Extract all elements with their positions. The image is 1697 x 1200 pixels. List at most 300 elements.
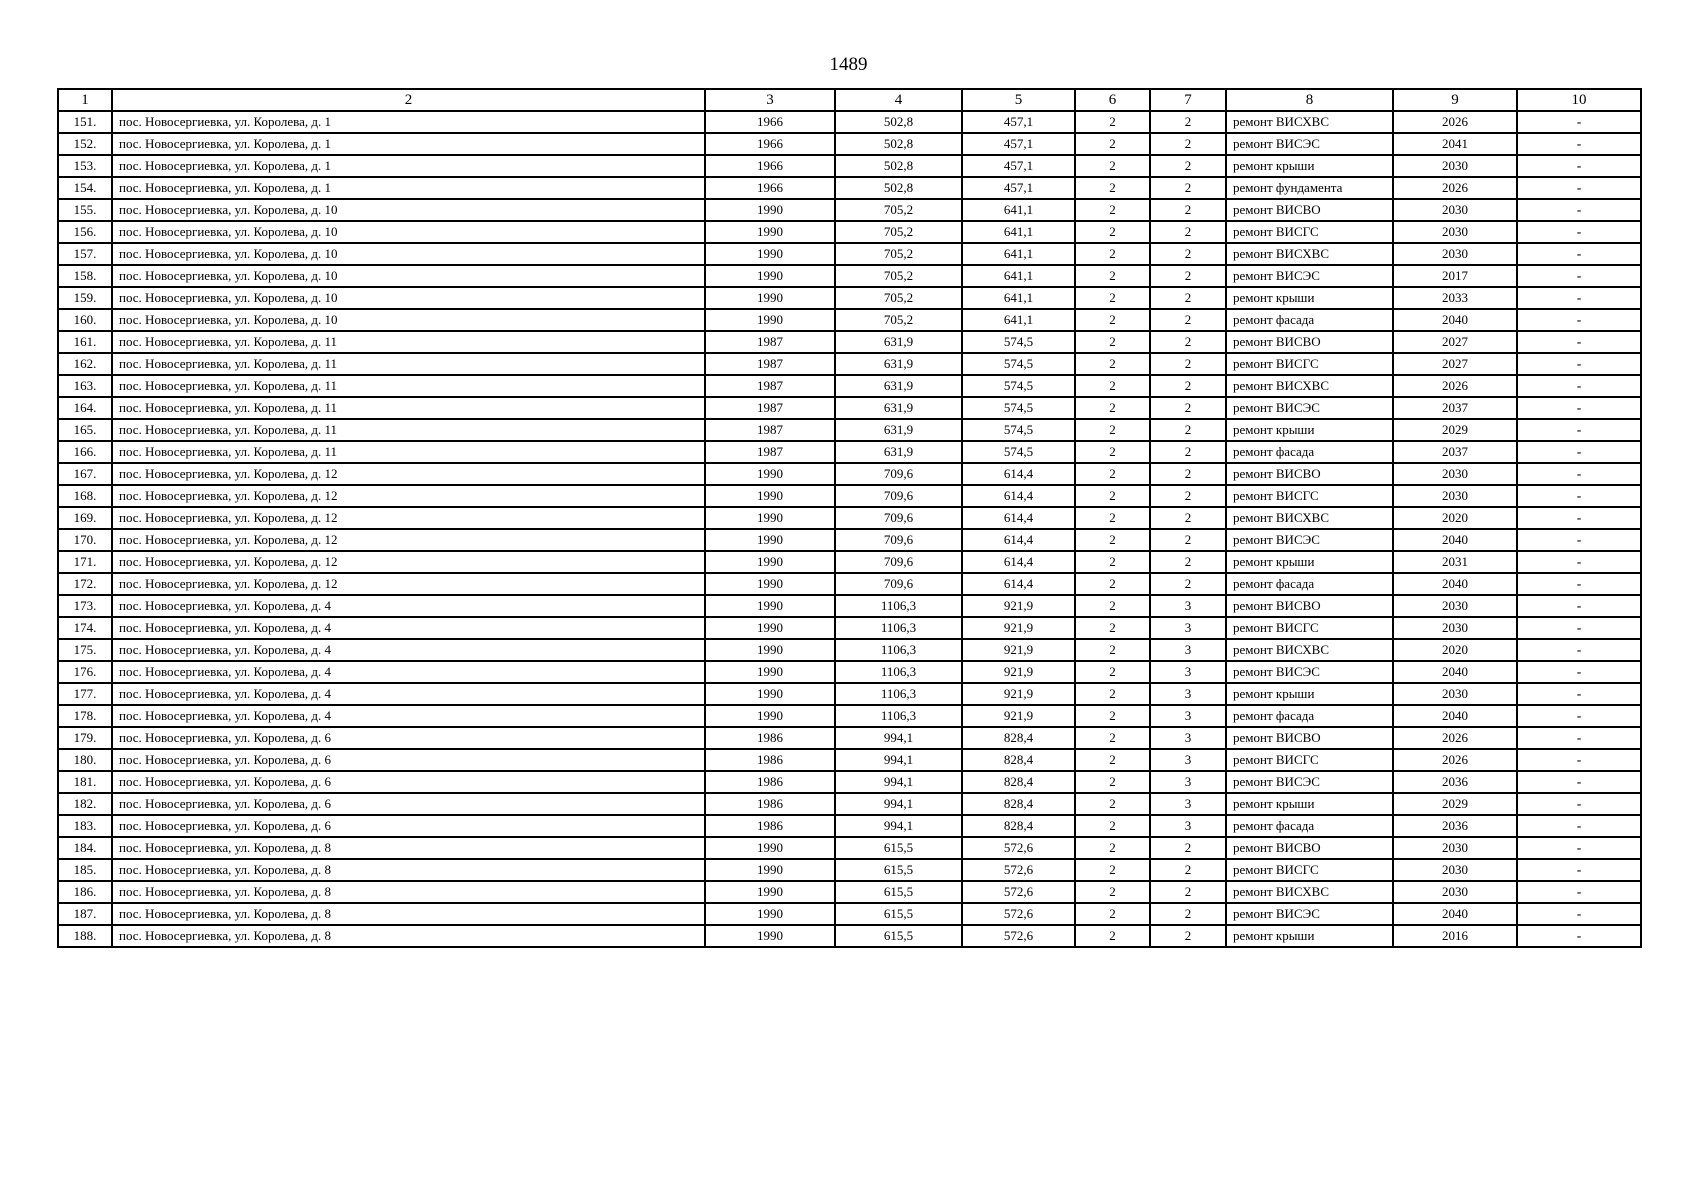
table-row	[58, 771, 1641, 793]
cell-planned-year: 2030	[1393, 155, 1517, 177]
cell-work-type: ремонт крыши	[1226, 551, 1393, 573]
table-row	[58, 529, 1641, 551]
cell-entrances: 2	[1075, 925, 1150, 947]
cell-entrances: 2	[1075, 441, 1150, 463]
cell-total-area: 709,6	[835, 573, 962, 595]
cell-address: пос. Новосергиевка, ул. Королева, д. 11	[112, 375, 705, 397]
cell-build-year: 1990	[705, 485, 835, 507]
cell-work-type: ремонт ВИСГС	[1226, 485, 1393, 507]
cell-work-type: ремонт ВИСГС	[1226, 221, 1393, 243]
table-row	[58, 881, 1641, 903]
cell-floors: 2	[1150, 221, 1226, 243]
cell-work-type: ремонт ВИСЭС	[1226, 661, 1393, 683]
cell-floors: 2	[1150, 375, 1226, 397]
cell-build-year: 1990	[705, 221, 835, 243]
table-header	[58, 89, 1641, 111]
cell-entrances: 2	[1075, 243, 1150, 265]
cell-build-year: 1986	[705, 771, 835, 793]
cell-address: пос. Новосергиевка, ул. Королева, д. 6	[112, 793, 705, 815]
cell-row-number: 153.	[58, 155, 112, 177]
cell-floors: 2	[1150, 925, 1226, 947]
cell-note: -	[1517, 925, 1641, 947]
cell-floors: 2	[1150, 287, 1226, 309]
cell-note: -	[1517, 903, 1641, 925]
cell-living-area: 828,4	[962, 815, 1075, 837]
column-header-2: 2	[112, 89, 705, 111]
cell-total-area: 709,6	[835, 529, 962, 551]
cell-row-number: 188.	[58, 925, 112, 947]
table-row	[58, 485, 1641, 507]
cell-row-number: 159.	[58, 287, 112, 309]
cell-note: -	[1517, 815, 1641, 837]
cell-entrances: 2	[1075, 859, 1150, 881]
cell-row-number: 161.	[58, 331, 112, 353]
table-row	[58, 375, 1641, 397]
cell-planned-year: 2033	[1393, 287, 1517, 309]
cell-floors: 2	[1150, 551, 1226, 573]
cell-note: -	[1517, 859, 1641, 881]
cell-work-type: ремонт ВИСХВС	[1226, 639, 1393, 661]
cell-row-number: 180.	[58, 749, 112, 771]
cell-entrances: 2	[1075, 683, 1150, 705]
table-row	[58, 815, 1641, 837]
cell-note: -	[1517, 133, 1641, 155]
cell-row-number: 172.	[58, 573, 112, 595]
cell-entrances: 2	[1075, 529, 1150, 551]
table-row	[58, 793, 1641, 815]
cell-note: -	[1517, 595, 1641, 617]
cell-living-area: 572,6	[962, 903, 1075, 925]
cell-total-area: 994,1	[835, 771, 962, 793]
cell-build-year: 1987	[705, 397, 835, 419]
cell-note: -	[1517, 617, 1641, 639]
column-header-6: 6	[1075, 89, 1150, 111]
cell-note: -	[1517, 793, 1641, 815]
cell-note: -	[1517, 529, 1641, 551]
table-row	[58, 683, 1641, 705]
cell-entrances: 2	[1075, 639, 1150, 661]
cell-build-year: 1990	[705, 595, 835, 617]
cell-total-area: 705,2	[835, 221, 962, 243]
cell-living-area: 574,5	[962, 353, 1075, 375]
cell-build-year: 1986	[705, 727, 835, 749]
column-header-3: 3	[705, 89, 835, 111]
cell-entrances: 2	[1075, 353, 1150, 375]
cell-entrances: 2	[1075, 595, 1150, 617]
cell-row-number: 152.	[58, 133, 112, 155]
cell-note: -	[1517, 177, 1641, 199]
cell-work-type: ремонт крыши	[1226, 793, 1393, 815]
column-header-10: 10	[1517, 89, 1641, 111]
cell-address: пос. Новосергиевка, ул. Королева, д. 12	[112, 485, 705, 507]
cell-address: пос. Новосергиевка, ул. Королева, д. 11	[112, 397, 705, 419]
cell-entrances: 2	[1075, 265, 1150, 287]
cell-row-number: 173.	[58, 595, 112, 617]
cell-address: пос. Новосергиевка, ул. Королева, д. 10	[112, 287, 705, 309]
cell-row-number: 154.	[58, 177, 112, 199]
cell-address: пос. Новосергиевка, ул. Королева, д. 4	[112, 639, 705, 661]
cell-total-area: 615,5	[835, 881, 962, 903]
table-row	[58, 903, 1641, 925]
table-row	[58, 133, 1641, 155]
cell-floors: 3	[1150, 727, 1226, 749]
cell-address: пос. Новосергиевка, ул. Королева, д. 6	[112, 771, 705, 793]
table-row	[58, 639, 1641, 661]
cell-work-type: ремонт фасада	[1226, 573, 1393, 595]
cell-work-type: ремонт фасада	[1226, 705, 1393, 727]
cell-planned-year: 2040	[1393, 529, 1517, 551]
cell-planned-year: 2020	[1393, 507, 1517, 529]
cell-build-year: 1966	[705, 177, 835, 199]
cell-address: пос. Новосергиевка, ул. Королева, д. 8	[112, 881, 705, 903]
cell-build-year: 1990	[705, 881, 835, 903]
table-row	[58, 573, 1641, 595]
cell-note: -	[1517, 111, 1641, 133]
column-header-4: 4	[835, 89, 962, 111]
cell-work-type: ремонт ВИСЭС	[1226, 529, 1393, 551]
cell-planned-year: 2026	[1393, 727, 1517, 749]
cell-work-type: ремонт ВИСЭС	[1226, 265, 1393, 287]
cell-work-type: ремонт ВИСВО	[1226, 727, 1393, 749]
cell-note: -	[1517, 397, 1641, 419]
cell-work-type: ремонт ВИСВО	[1226, 837, 1393, 859]
cell-work-type: ремонт ВИСВО	[1226, 463, 1393, 485]
cell-total-area: 615,5	[835, 903, 962, 925]
cell-note: -	[1517, 287, 1641, 309]
page-number: 1489	[829, 54, 868, 75]
cell-living-area: 614,4	[962, 529, 1075, 551]
cell-work-type: ремонт ВИСХВС	[1226, 111, 1393, 133]
cell-entrances: 2	[1075, 903, 1150, 925]
cell-floors: 3	[1150, 639, 1226, 661]
cell-entrances: 2	[1075, 287, 1150, 309]
cell-build-year: 1987	[705, 419, 835, 441]
cell-row-number: 175.	[58, 639, 112, 661]
cell-work-type: ремонт ВИСГС	[1226, 859, 1393, 881]
cell-floors: 2	[1150, 309, 1226, 331]
table-body	[58, 111, 1641, 947]
cell-total-area: 631,9	[835, 441, 962, 463]
cell-note: -	[1517, 749, 1641, 771]
cell-floors: 3	[1150, 617, 1226, 639]
cell-note: -	[1517, 551, 1641, 573]
cell-floors: 2	[1150, 859, 1226, 881]
cell-floors: 2	[1150, 177, 1226, 199]
cell-planned-year: 2030	[1393, 595, 1517, 617]
cell-note: -	[1517, 265, 1641, 287]
cell-entrances: 2	[1075, 507, 1150, 529]
cell-entrances: 2	[1075, 331, 1150, 353]
cell-build-year: 1990	[705, 705, 835, 727]
cell-build-year: 1990	[705, 661, 835, 683]
cell-total-area: 631,9	[835, 397, 962, 419]
cell-note: -	[1517, 155, 1641, 177]
cell-entrances: 2	[1075, 309, 1150, 331]
cell-row-number: 163.	[58, 375, 112, 397]
cell-build-year: 1990	[705, 309, 835, 331]
cell-total-area: 994,1	[835, 793, 962, 815]
cell-address: пос. Новосергиевка, ул. Королева, д. 10	[112, 221, 705, 243]
cell-address: пос. Новосергиевка, ул. Королева, д. 1	[112, 155, 705, 177]
cell-entrances: 2	[1075, 375, 1150, 397]
cell-planned-year: 2030	[1393, 837, 1517, 859]
cell-planned-year: 2027	[1393, 353, 1517, 375]
cell-floors: 2	[1150, 573, 1226, 595]
table-row	[58, 441, 1641, 463]
cell-work-type: ремонт ВИСЭС	[1226, 771, 1393, 793]
table-row	[58, 287, 1641, 309]
cell-build-year: 1990	[705, 837, 835, 859]
cell-row-number: 183.	[58, 815, 112, 837]
cell-address: пос. Новосергиевка, ул. Королева, д. 11	[112, 331, 705, 353]
cell-floors: 2	[1150, 463, 1226, 485]
cell-floors: 2	[1150, 133, 1226, 155]
cell-floors: 3	[1150, 661, 1226, 683]
cell-address: пос. Новосергиевка, ул. Королева, д. 11	[112, 353, 705, 375]
cell-entrances: 2	[1075, 199, 1150, 221]
cell-planned-year: 2030	[1393, 617, 1517, 639]
cell-total-area: 502,8	[835, 133, 962, 155]
table-row	[58, 507, 1641, 529]
cell-work-type: ремонт ВИСХВС	[1226, 507, 1393, 529]
column-header-9: 9	[1393, 89, 1517, 111]
cell-total-area: 631,9	[835, 375, 962, 397]
cell-living-area: 574,5	[962, 375, 1075, 397]
cell-living-area: 921,9	[962, 705, 1075, 727]
cell-floors: 2	[1150, 485, 1226, 507]
cell-address: пос. Новосергиевка, ул. Королева, д. 8	[112, 837, 705, 859]
cell-address: пос. Новосергиевка, ул. Королева, д. 4	[112, 595, 705, 617]
cell-row-number: 168.	[58, 485, 112, 507]
table-row	[58, 925, 1641, 947]
cell-address: пос. Новосергиевка, ул. Королева, д. 4	[112, 683, 705, 705]
cell-floors: 2	[1150, 441, 1226, 463]
cell-total-area: 502,8	[835, 111, 962, 133]
cell-address: пос. Новосергиевка, ул. Королева, д. 11	[112, 419, 705, 441]
cell-work-type: ремонт ВИСЭС	[1226, 397, 1393, 419]
cell-living-area: 574,5	[962, 419, 1075, 441]
column-header-1: 1	[58, 89, 112, 111]
cell-build-year: 1990	[705, 859, 835, 881]
table-row	[58, 155, 1641, 177]
cell-living-area: 614,4	[962, 463, 1075, 485]
cell-address: пос. Новосергиевка, ул. Королева, д. 4	[112, 705, 705, 727]
cell-entrances: 2	[1075, 111, 1150, 133]
cell-row-number: 169.	[58, 507, 112, 529]
cell-address: пос. Новосергиевка, ул. Королева, д. 10	[112, 265, 705, 287]
cell-row-number: 186.	[58, 881, 112, 903]
cell-build-year: 1990	[705, 683, 835, 705]
cell-build-year: 1990	[705, 529, 835, 551]
cell-entrances: 2	[1075, 397, 1150, 419]
cell-planned-year: 2031	[1393, 551, 1517, 573]
cell-address: пос. Новосергиевка, ул. Королева, д. 11	[112, 441, 705, 463]
cell-planned-year: 2026	[1393, 111, 1517, 133]
cell-planned-year: 2030	[1393, 463, 1517, 485]
cell-planned-year: 2029	[1393, 419, 1517, 441]
cell-row-number: 156.	[58, 221, 112, 243]
cell-total-area: 994,1	[835, 815, 962, 837]
cell-planned-year: 2040	[1393, 309, 1517, 331]
cell-entrances: 2	[1075, 727, 1150, 749]
column-header-8: 8	[1226, 89, 1393, 111]
cell-floors: 2	[1150, 111, 1226, 133]
cell-note: -	[1517, 441, 1641, 463]
cell-planned-year: 2020	[1393, 639, 1517, 661]
cell-planned-year: 2027	[1393, 331, 1517, 353]
cell-entrances: 2	[1075, 705, 1150, 727]
cell-entrances: 2	[1075, 177, 1150, 199]
cell-total-area: 502,8	[835, 155, 962, 177]
cell-living-area: 614,4	[962, 551, 1075, 573]
table-row	[58, 243, 1641, 265]
table-row	[58, 749, 1641, 771]
cell-total-area: 705,2	[835, 265, 962, 287]
cell-build-year: 1987	[705, 375, 835, 397]
cell-total-area: 1106,3	[835, 617, 962, 639]
cell-row-number: 178.	[58, 705, 112, 727]
cell-entrances: 2	[1075, 815, 1150, 837]
cell-planned-year: 2026	[1393, 749, 1517, 771]
cell-floors: 2	[1150, 155, 1226, 177]
cell-living-area: 641,1	[962, 309, 1075, 331]
cell-planned-year: 2040	[1393, 705, 1517, 727]
cell-floors: 3	[1150, 749, 1226, 771]
cell-address: пос. Новосергиевка, ул. Королева, д. 6	[112, 727, 705, 749]
cell-work-type: ремонт фасада	[1226, 815, 1393, 837]
cell-total-area: 615,5	[835, 859, 962, 881]
cell-build-year: 1986	[705, 793, 835, 815]
cell-floors: 3	[1150, 705, 1226, 727]
cell-living-area: 614,4	[962, 507, 1075, 529]
cell-row-number: 171.	[58, 551, 112, 573]
cell-total-area: 709,6	[835, 485, 962, 507]
cell-floors: 3	[1150, 793, 1226, 815]
cell-row-number: 157.	[58, 243, 112, 265]
cell-work-type: ремонт крыши	[1226, 287, 1393, 309]
cell-build-year: 1990	[705, 507, 835, 529]
table-row	[58, 199, 1641, 221]
cell-work-type: ремонт крыши	[1226, 155, 1393, 177]
table-row	[58, 837, 1641, 859]
cell-build-year: 1986	[705, 815, 835, 837]
cell-floors: 2	[1150, 903, 1226, 925]
cell-total-area: 705,2	[835, 287, 962, 309]
cell-address: пос. Новосергиевка, ул. Королева, д. 12	[112, 463, 705, 485]
cell-planned-year: 2030	[1393, 859, 1517, 881]
table-row	[58, 551, 1641, 573]
cell-entrances: 2	[1075, 155, 1150, 177]
table-row	[58, 705, 1641, 727]
cell-total-area: 615,5	[835, 925, 962, 947]
cell-row-number: 151.	[58, 111, 112, 133]
cell-total-area: 1106,3	[835, 683, 962, 705]
cell-row-number: 174.	[58, 617, 112, 639]
cell-build-year: 1990	[705, 287, 835, 309]
cell-living-area: 457,1	[962, 155, 1075, 177]
cell-work-type: ремонт ВИСГС	[1226, 353, 1393, 375]
cell-entrances: 2	[1075, 221, 1150, 243]
cell-work-type: ремонт ВИСХВС	[1226, 881, 1393, 903]
cell-living-area: 574,5	[962, 441, 1075, 463]
cell-planned-year: 2030	[1393, 221, 1517, 243]
cell-address: пос. Новосергиевка, ул. Королева, д. 6	[112, 749, 705, 771]
cell-note: -	[1517, 661, 1641, 683]
header-row	[58, 89, 1641, 111]
cell-living-area: 572,6	[962, 881, 1075, 903]
table-row	[58, 221, 1641, 243]
cell-note: -	[1517, 727, 1641, 749]
cell-address: пос. Новосергиевка, ул. Королева, д. 12	[112, 573, 705, 595]
table-row	[58, 859, 1641, 881]
cell-living-area: 457,1	[962, 133, 1075, 155]
cell-living-area: 572,6	[962, 837, 1075, 859]
cell-planned-year: 2037	[1393, 441, 1517, 463]
cell-note: -	[1517, 331, 1641, 353]
cell-build-year: 1966	[705, 155, 835, 177]
table-row	[58, 353, 1641, 375]
cell-note: -	[1517, 353, 1641, 375]
cell-planned-year: 2036	[1393, 815, 1517, 837]
cell-floors: 2	[1150, 419, 1226, 441]
cell-address: пос. Новосергиевка, ул. Королева, д. 1	[112, 133, 705, 155]
table-row	[58, 419, 1641, 441]
table-row	[58, 595, 1641, 617]
cell-total-area: 1106,3	[835, 639, 962, 661]
cell-living-area: 828,4	[962, 749, 1075, 771]
table-row	[58, 397, 1641, 419]
cell-planned-year: 2030	[1393, 243, 1517, 265]
cell-row-number: 184.	[58, 837, 112, 859]
cell-work-type: ремонт ВИСГС	[1226, 617, 1393, 639]
cell-work-type: ремонт крыши	[1226, 419, 1393, 441]
cell-address: пос. Новосергиевка, ул. Королева, д. 10	[112, 243, 705, 265]
cell-total-area: 709,6	[835, 463, 962, 485]
cell-planned-year: 2030	[1393, 683, 1517, 705]
cell-row-number: 176.	[58, 661, 112, 683]
cell-build-year: 1990	[705, 903, 835, 925]
cell-living-area: 828,4	[962, 771, 1075, 793]
cell-note: -	[1517, 309, 1641, 331]
cell-address: пос. Новосергиевка, ул. Королева, д. 8	[112, 859, 705, 881]
column-header-7: 7	[1150, 89, 1226, 111]
cell-entrances: 2	[1075, 771, 1150, 793]
cell-living-area: 574,5	[962, 331, 1075, 353]
cell-floors: 2	[1150, 199, 1226, 221]
cell-total-area: 1106,3	[835, 705, 962, 727]
cell-row-number: 162.	[58, 353, 112, 375]
cell-living-area: 921,9	[962, 639, 1075, 661]
cell-build-year: 1990	[705, 639, 835, 661]
cell-note: -	[1517, 221, 1641, 243]
table-row	[58, 463, 1641, 485]
cell-planned-year: 2041	[1393, 133, 1517, 155]
cell-work-type: ремонт ВИСВО	[1226, 331, 1393, 353]
cell-row-number: 166.	[58, 441, 112, 463]
cell-living-area: 921,9	[962, 661, 1075, 683]
cell-floors: 2	[1150, 881, 1226, 903]
cell-living-area: 921,9	[962, 683, 1075, 705]
cell-build-year: 1990	[705, 925, 835, 947]
cell-row-number: 177.	[58, 683, 112, 705]
cell-planned-year: 2030	[1393, 881, 1517, 903]
cell-address: пос. Новосергиевка, ул. Королева, д. 10	[112, 199, 705, 221]
table-row	[58, 111, 1641, 133]
cell-total-area: 705,2	[835, 199, 962, 221]
cell-address: пос. Новосергиевка, ул. Королева, д. 12	[112, 529, 705, 551]
cell-planned-year: 2030	[1393, 485, 1517, 507]
cell-living-area: 457,1	[962, 111, 1075, 133]
